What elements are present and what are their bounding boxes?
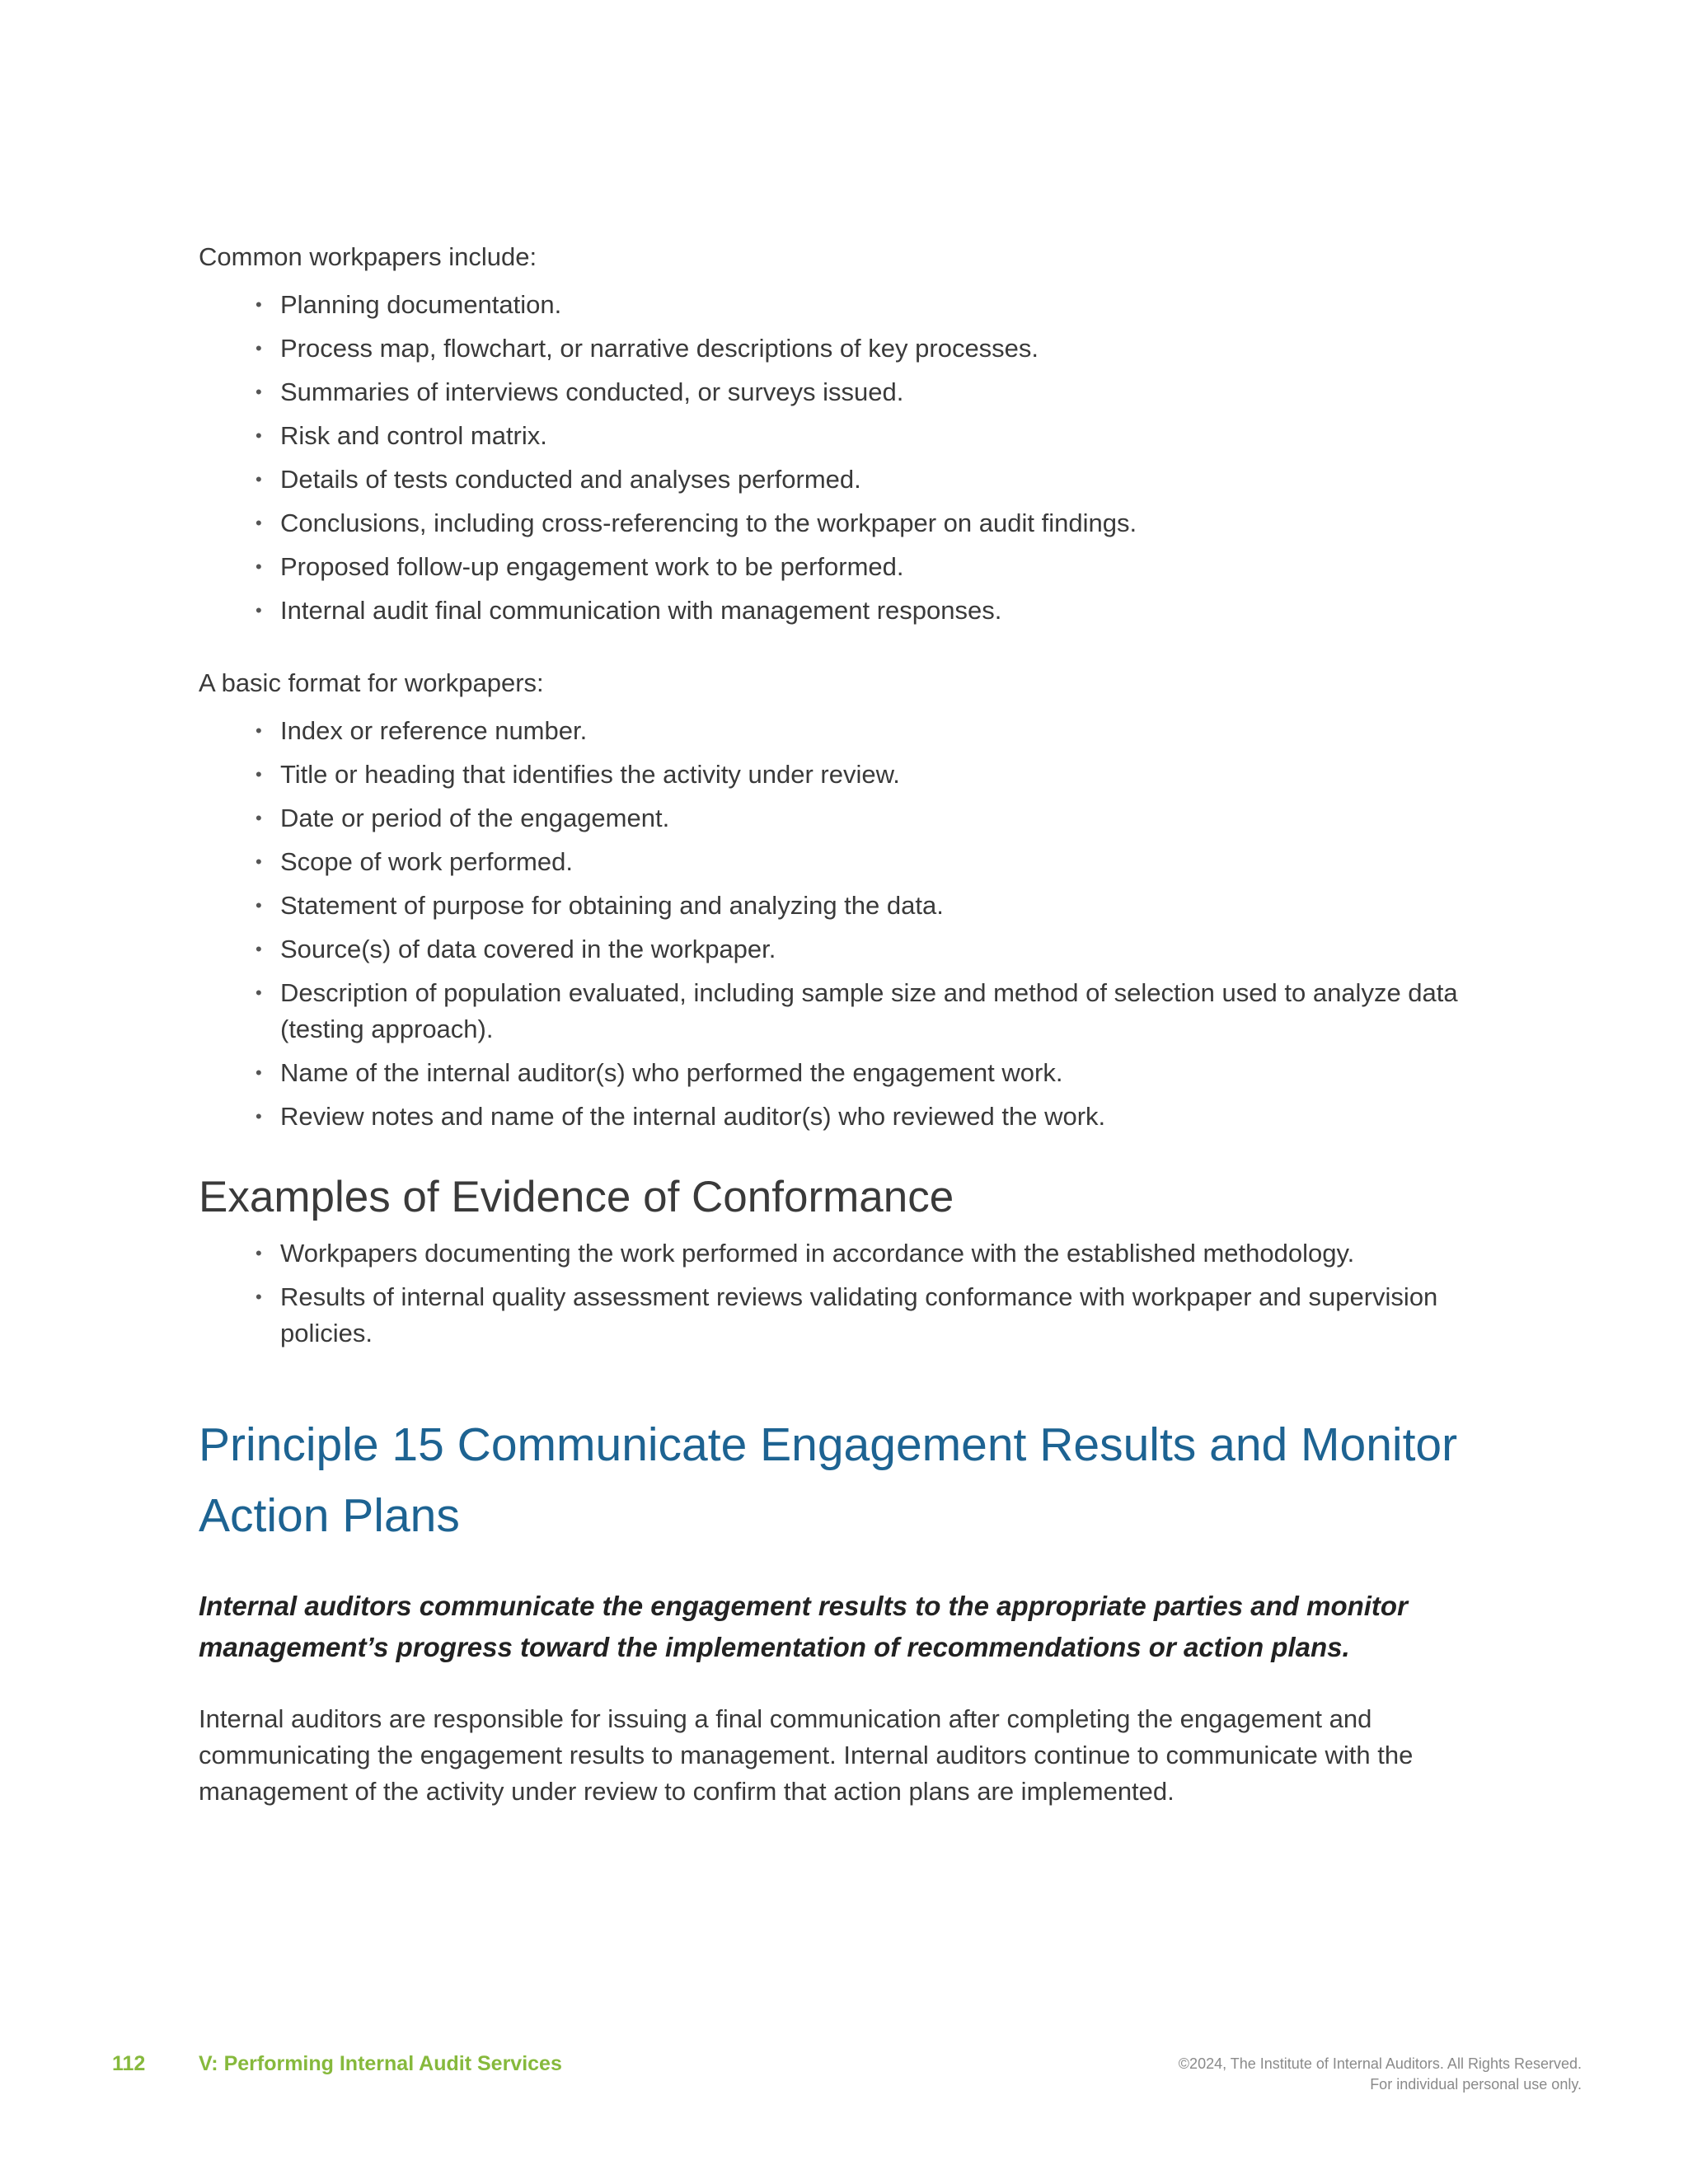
- list-item: • Index or reference number.: [280, 713, 1501, 749]
- usage-line: For individual personal use only.: [1370, 2076, 1582, 2093]
- page-number: 112: [112, 2052, 146, 2075]
- list-item: • Title or heading that identifies the activity under review.: [280, 757, 1501, 793]
- list-item: • Internal audit final communication with management responses.: [280, 593, 1501, 629]
- footer-section-title: V: Performing Internal Audit Services: [199, 2052, 562, 2075]
- evidence-list: [199, 1235, 1501, 1352]
- list-item: • Risk and control matrix.: [280, 418, 1501, 454]
- evidence-heading: Examples of Evidence of Conformance: [199, 1173, 954, 1221]
- list-item: • Process map, flowchart, or narrative descriptions of key processes.: [280, 330, 1501, 367]
- copyright-notice: [1179, 2054, 1582, 2095]
- list-item: • Review notes and name of the internal auditor(s) who reviewed the work.: [280, 1099, 1501, 1135]
- list-item: • Summaries of interviews conducted, or surveys issued.: [280, 374, 1501, 410]
- list-item: • Statement of purpose for obtaining and analyzing the data.: [280, 888, 1501, 924]
- copyright-line: ©2024, The Institute of Internal Auditors. All Rights Reserved.: [1178, 2055, 1582, 2072]
- list-item: • Results of internal quality assessment reviews validating conformance with workpaper and supervision policies.: [280, 1279, 1501, 1352]
- workpapers-list: [199, 287, 1501, 629]
- format-intro: A basic format for workpapers:: [199, 668, 544, 697]
- list-item: • Name of the internal auditor(s) who performed the engagement work.: [280, 1055, 1501, 1091]
- principle-heading: Principle 15 Communicate Engagement Results and Monitor Action Plans: [199, 1418, 1458, 1542]
- format-list: [199, 713, 1501, 1135]
- list-item: • Proposed follow-up engagement work to be performed.: [280, 549, 1501, 585]
- list-item: • Description of population evaluated, including sample size and method of selection used to analyze data (testing approach).: [280, 975, 1501, 1047]
- page-footer: [0, 2052, 1688, 2118]
- list-item: • Date or period of the engagement.: [280, 800, 1501, 837]
- list-item: • Details of tests conducted and analyses performed.: [280, 462, 1501, 498]
- page-content: [199, 239, 1501, 1810]
- workpapers-intro: Common workpapers include:: [199, 242, 537, 271]
- principle-statement: Internal auditors communicate the engagement results to the appropriate parties and monitor management’s progress toward the implementation of recommendations or action plans.: [199, 1591, 1408, 1662]
- principle-body: Internal auditors are responsible for issuing a final communication after completing the engagement and communicating the engagement results to management. Internal auditors continue to communicate with the management of the activity under review to confirm that action plans are implemented.: [199, 1704, 1414, 1806]
- list-item: • Planning documentation.: [280, 287, 1501, 323]
- list-item: • Scope of work performed.: [280, 844, 1501, 880]
- list-item: • Conclusions, including cross-referencing to the workpaper on audit findings.: [280, 505, 1501, 541]
- list-item: • Workpapers documenting the work performed in accordance with the established methodology.: [280, 1235, 1501, 1272]
- list-item: • Source(s) of data covered in the workpaper.: [280, 931, 1501, 968]
